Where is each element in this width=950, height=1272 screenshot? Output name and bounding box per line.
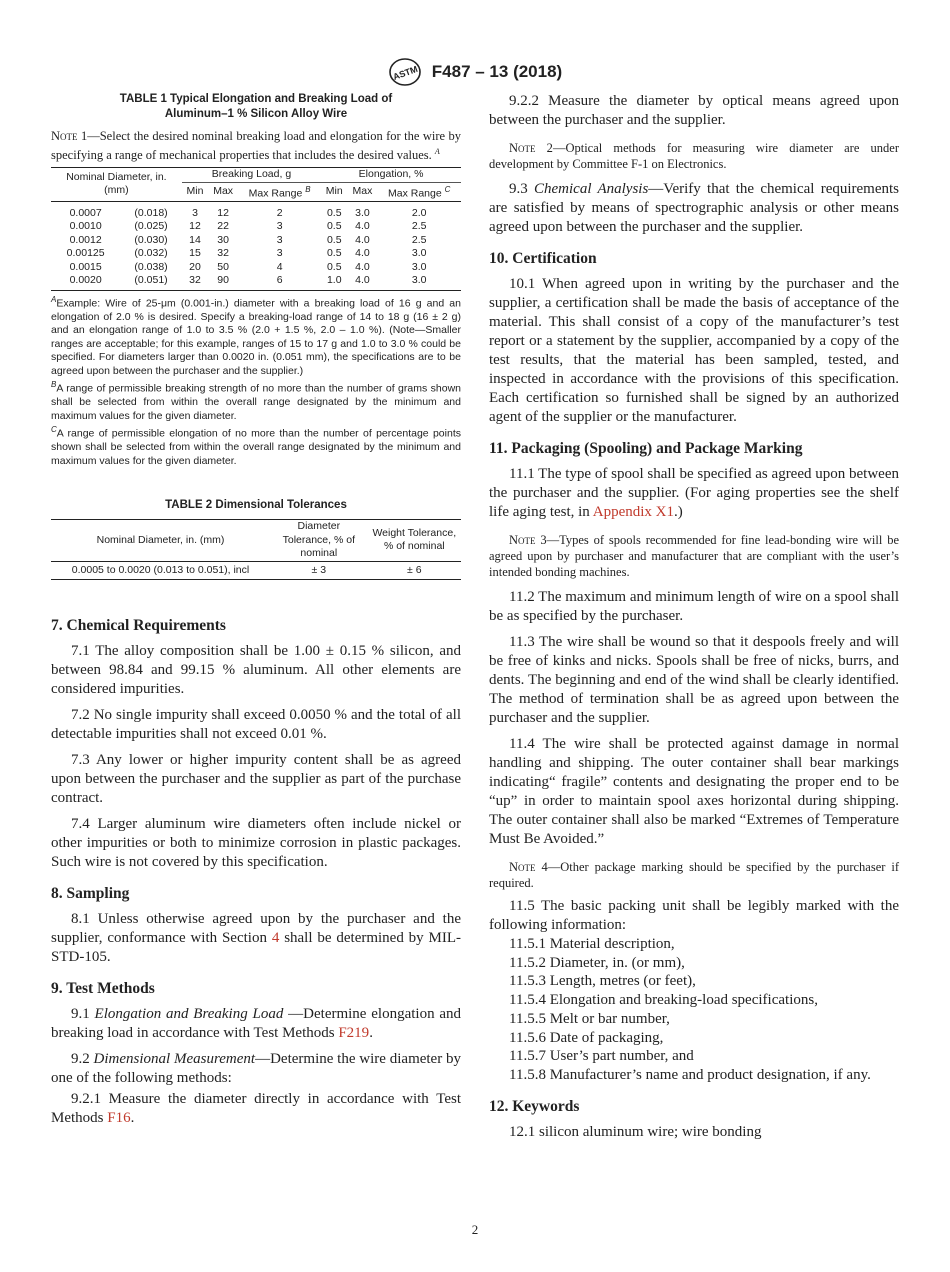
group-elongation: Elongation, % — [321, 168, 461, 183]
note-2: Note 2—Optical methods for measuring wire diameter are under development by Committee F-1 on Electronics. — [489, 141, 899, 171]
f219-link[interactable]: F219 — [338, 1025, 370, 1042]
para-9-2-1: 9.2.1 Measure the diameter directly in accordance with Test Methods F16. — [51, 1091, 461, 1127]
list-item: 11.5.1 Material description, — [509, 936, 675, 952]
group-breaking-load: Breaking Load, g — [182, 168, 321, 183]
col-bl-max-range: Max Range $^B$ — [248, 184, 311, 200]
table-row: 0.0010 (0.025) 12 22 3 0.5 4.0 2.5 — [69, 220, 427, 233]
note-4: Note 4—Other package marking should be specified by the purchaser if required. — [489, 860, 899, 890]
list-item: 11.5.7 User’s part number, and — [509, 1048, 694, 1065]
designation: F487 – 13 (2018) — [431, 62, 563, 81]
t2-col-nominal: Nominal Diameter, in. (mm) — [96, 533, 225, 546]
page-header — [0, 57, 950, 87]
f16-link[interactable]: F16 — [107, 1110, 131, 1127]
t2-col-weight-tol: Weight Tolerance, % of nominal — [372, 526, 457, 553]
section-12-title: 12. Keywords — [489, 1097, 580, 1115]
para-11-1: 11.1 The type of spool shall be specified as agreed upon between the purchaser and the supplier. (For aging properties see the shelf life aging test, in Appendix X1.) — [489, 466, 899, 520]
para-9-1: 9.1 Elongation and Breaking Load —Determine elongation and breaking load in accordance with Test Methods F219. — [51, 1006, 462, 1042]
col-bl-min: Min — [186, 184, 204, 197]
table1 — [51, 167, 461, 291]
col-el-max: Max — [352, 184, 373, 197]
list-item: 11.5.8 Manufacturer’s name and product designation, if any. — [509, 1066, 871, 1083]
table1-title: TABLE 1 Typical Elongation and Breaking Load of Aluminum–1 % Silicon Alloy Wire — [119, 93, 393, 120]
table-row: 0.0007 (0.018) 3 12 2 0.5 3.0 2.0 — [69, 206, 427, 219]
para-9-2-2: 9.2.2 Measure the diameter by optical means agreed upon between the purchaser and the supplier. — [489, 93, 899, 128]
table1-note: Note 1—Select the desired nominal breaking load and elongation for the wire by specifying a range of mechanical properties that includes the desired values. $^A$ — [51, 129, 462, 163]
col-nominal: Nominal Diameter, in. (mm) — [66, 170, 167, 197]
table1-footnote-a: $^A$Example: Wire of 25-μm (0.001-in.) diameter with a breaking load of 16 g and an elongation of 2.0 % is desired. Specify a breaking-load range of 14 to 18 g (16 ± 2 g) and an elongation range of 1.0 to 3.5 % (2.0 + 1.5 %, 2.0 – 1.0 %). (Note—Smaller ranges are acceptable; for this example, ranges of 15 to 17 g and 1.0 to 3.0 % could be specified. For diameters larger than 0.0020 in. (0.051 mm), the specifications are to be agreed upon between the purchaser and the supplier.) — [51, 294, 461, 377]
col-el-max-range: Max Range $^C$ — [388, 184, 451, 200]
section-10-title: 10. Certification — [489, 250, 597, 267]
para-11-5: 11.5 The basic packing unit shall be legibly marked with the following information: — [489, 898, 899, 933]
table-row: 0.0005 to 0.0020 (0.013 to 0.051), incl ± 3 ± 6 — [71, 563, 422, 576]
appendix-x1-link[interactable]: Appendix X1 — [592, 504, 674, 520]
table2-title: TABLE 2 Dimensional Tolerances — [165, 499, 347, 512]
list-11-5 — [489, 935, 899, 1085]
para-11-3: 11.3 The wire shall be wound so that it despools freely and will be free of kinks and nicks. Spools shall be free of nicks, burrs, and dents. The beginning and end of the wind shall be clearly identified. The method of termination shall be as agreed upon between the purchaser and the supplier. — [489, 634, 899, 726]
list-item: 11.5.2 Diameter, in. (or mm), — [509, 954, 685, 971]
para-11-2: 11.2 The maximum and minimum length of wire on a spool shall be as specified by the purchaser. — [489, 589, 899, 624]
table2 — [51, 519, 461, 580]
astm-logo-text: ASTM — [391, 63, 419, 82]
table-row: 0.0020 (0.051) 32 90 6 1.0 4.0 3.0 — [69, 274, 427, 287]
table-row: 0.0015 (0.038) 20 50 4 0.5 4.0 3.0 — [69, 260, 427, 273]
para-7-4: 7.4 Larger aluminum wire diameters often include nickel or other impurities or both to minimize corrosion in plastic packages. Such wire is not covered by this specification. — [51, 816, 461, 871]
para-7-2: 7.2 No single impurity shall exceed 0.0050 % and the total of all detectable impurities shall not exceed 0.01 %. — [51, 707, 461, 743]
section-9-title: 9. Test Methods — [51, 980, 155, 998]
section-4-link[interactable]: 4 — [271, 930, 280, 947]
table1-footnote-b: $^B$A range of permissible breaking strength of no more than the number of grams shown shall be selected from within the overall range designated by the minimum and maximum values for the given diameter. — [51, 380, 461, 422]
para-7-3: 7.3 Any lower or higher impurity content shall be as agreed upon between the purchaser and the supplier as part of the purchase contract. — [51, 752, 461, 807]
right-column — [489, 92, 899, 1149]
astm-logo — [388, 57, 422, 87]
list-item: 11.5.4 Elongation and breaking-load specifications, — [509, 992, 818, 1009]
para-9-3: 9.3 Chemical Analysis—Verify that the chemical requirements are satisfied by means of spectrographic analysis or other means agreed upon between the purchaser and the supplier. — [489, 181, 900, 235]
col-bl-max: Max — [213, 184, 234, 197]
para-7-1: 7.1 The alloy composition shall be 1.00 ± 0.15 % silicon, and between 98.84 and 99.15 % aluminum. All other elements are considered impurities. — [51, 643, 461, 698]
section-11-title: 11. Packaging (Spooling) and Package Marking — [489, 440, 803, 457]
section-8-title: 8. Sampling — [51, 885, 130, 903]
note-3: Note 3—Types of spools recommended for fine lead-bonding wire will be agreed upon by purchaser and manufacturer that are compliant with the user’s intended bonding machines. — [489, 533, 899, 579]
table1-footnote-c: $^C$A range of permissible elongation of no more than the number of percentage points shown shall be selected from within the overall range designated by the minimum and maximum values for the given diameter. — [51, 425, 461, 467]
section-7-title: 7. Chemical Requirements — [51, 617, 226, 635]
col-el-min: Min — [325, 184, 343, 197]
list-item: 11.5.3 Length, metres (or feet), — [509, 973, 696, 990]
para-8-1: 8.1 Unless otherwise agreed upon by the purchaser and the supplier, conformance with Section 4 shall be determined by MIL-STD-105. — [51, 911, 462, 966]
left-column — [51, 92, 461, 1135]
table-row: 0.00125 (0.032) 15 32 3 0.5 4.0 3.0 — [66, 247, 427, 260]
t2-col-diameter-tol: Diameter Tolerance, % of nominal — [282, 520, 355, 560]
list-item: 11.5.5 Melt or bar number, — [509, 1010, 670, 1027]
para-9-2: 9.2 Dimensional Measurement—Determine the wire diameter by one of the following methods: — [51, 1051, 462, 1087]
para-10-1: 10.1 When agreed upon in writing by the purchaser and the supplier, a certification shall be made the basis of acceptance of the material. This shall consist of a copy of the manufacturer’s test report or a statement by the supplier, accompanied by a copy of the test results, that the material has been sampled, tested, and inspected in accordance with the provisions of this specification. Each certification so furnished shall be signed by an authorized agent of the supplier or the manufacturer. — [489, 276, 899, 425]
table-row: 0.0012 (0.030) 14 30 3 0.5 4.0 2.5 — [69, 233, 427, 246]
para-11-4: 11.4 The wire shall be protected against damage in normal handling and shipping. The outer container shall bear markings indicating“ fragile” contents and designating the proper end to be “up” in order to maintain spool axes horizontal during shipping. The outer container shall also be marked “Extremes of Temperature Must Be Avoided.” — [489, 736, 899, 847]
page-number: 2 — [471, 1222, 479, 1237]
list-item: 11.5.6 Date of packaging, — [509, 1029, 664, 1046]
para-12-1: 12.1 silicon aluminum wire; wire bonding — [509, 1123, 762, 1140]
